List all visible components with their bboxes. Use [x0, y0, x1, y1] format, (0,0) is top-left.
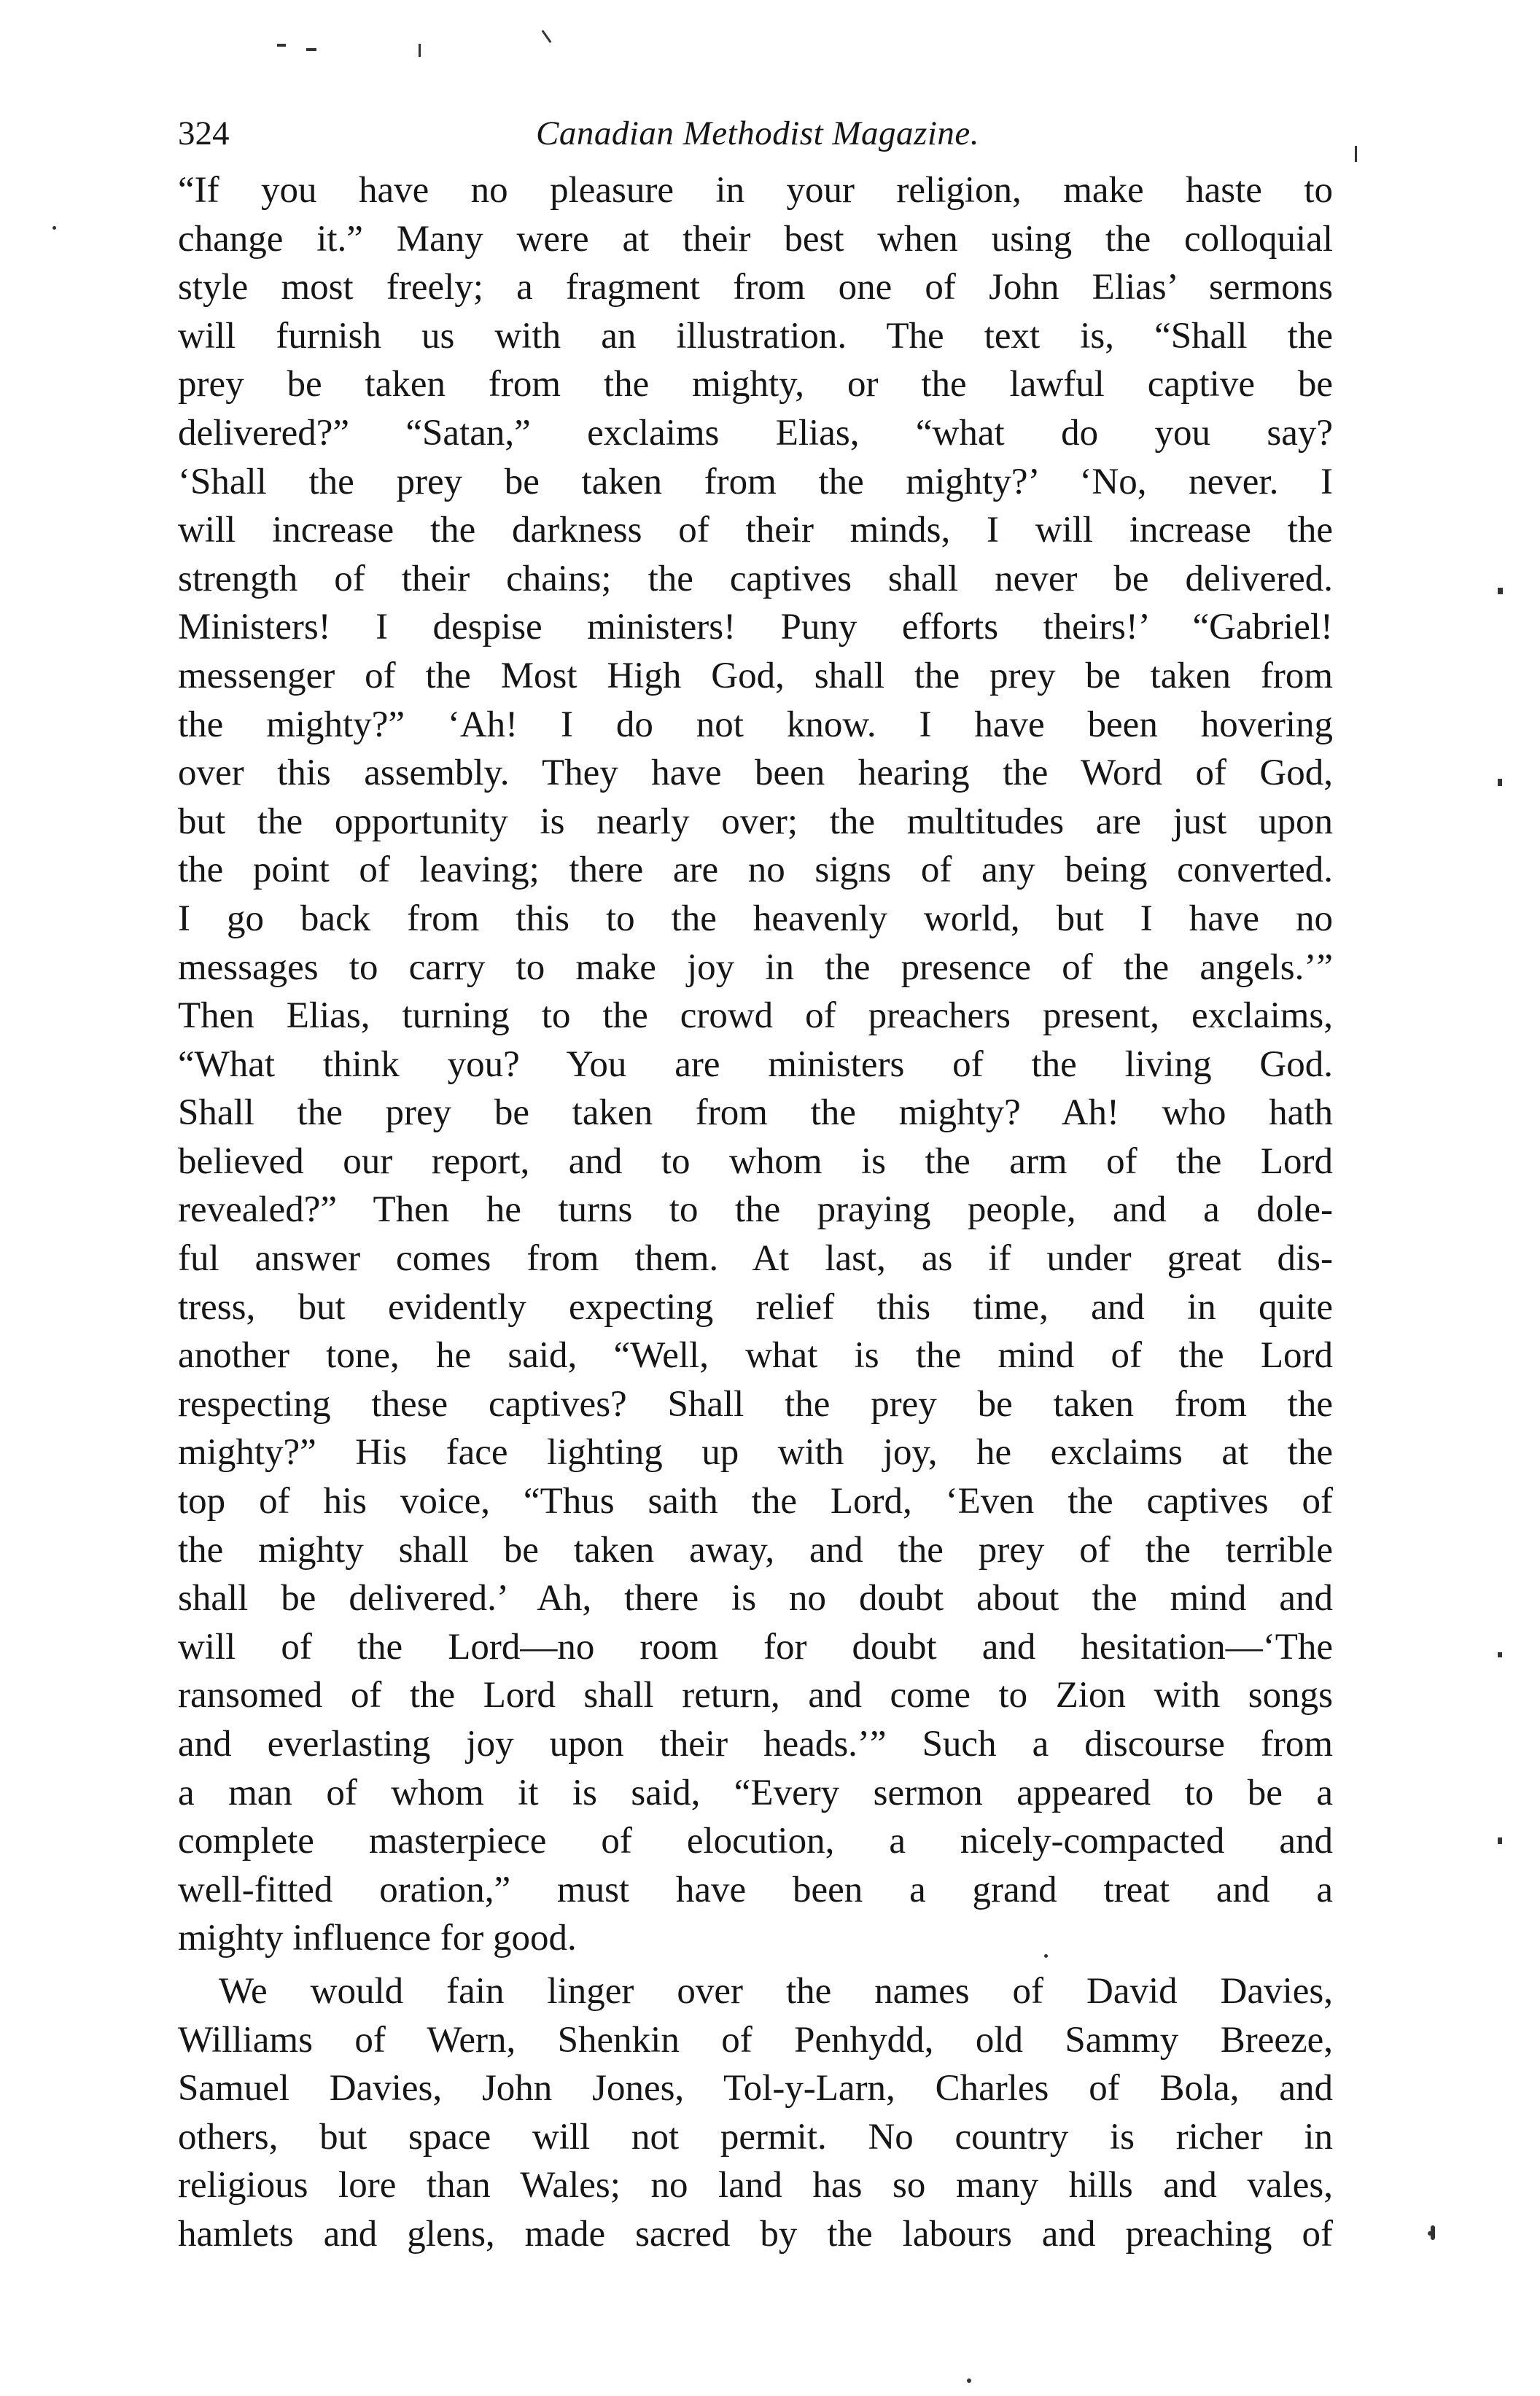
- text-line: will increase the darkness of their minds, I will increase the: [178, 510, 1333, 551]
- scan-speck: [1431, 2225, 1435, 2240]
- text-line: the mighty?” ‘Ah! I do not know. I have been hovering: [178, 704, 1333, 745]
- text-line: I go back from this to the heavenly world, but I have no: [178, 898, 1333, 939]
- text-line: prey be taken from the mighty, or the lawful captive be: [178, 364, 1333, 405]
- text-line: complete masterpiece of elocution, a nicely-compacted and: [178, 1821, 1333, 1862]
- scan-speck: [277, 44, 286, 47]
- text-line: shall be delivered.’ Ah, there is no doubt about the mind and: [178, 1578, 1333, 1619]
- text-line: tress, but evidently expecting relief this time, and in quite: [178, 1286, 1333, 1328]
- text-line: others, but space will not permit. No country is richer in: [178, 2116, 1333, 2158]
- text-line: the mighty shall be taken away, and the prey of the terrible: [178, 1529, 1333, 1571]
- text-line: messenger of the Most High God, shall the prey be taken from: [178, 655, 1333, 696]
- text-line: Williams of Wern, Shenkin of Penhydd, old Sammy Breeze,: [178, 2019, 1333, 2061]
- text-line: Then Elias, turning to the crowd of preachers present, exclaims,: [178, 995, 1333, 1037]
- paragraph-elias-sermon: [178, 166, 1333, 1963]
- text-line: will furnish us with an illustration. The text is, “Shall the: [178, 315, 1333, 357]
- scan-speck: [1498, 588, 1503, 594]
- text-line: respecting these captives? Shall the prey be taken from the: [178, 1383, 1333, 1425]
- text-line: mighty influence for good.: [178, 1918, 577, 1959]
- scan-speck: [1498, 1652, 1502, 1657]
- scan-speck: [1044, 1954, 1048, 1958]
- text-line: Samuel Davies, John Jones, Tol-y-Larn, Charles of Bola, and: [178, 2068, 1333, 2109]
- text-line: but the opportunity is nearly over; the multitudes are just upon: [178, 801, 1333, 842]
- text-line: mighty?” His face lighting up with joy, he exclaims at the: [178, 1432, 1333, 1474]
- text-line: We would fain linger over the names of David Davies,: [219, 1970, 1333, 2012]
- text-line: delivered?” “Satan,” exclaims Elias, “what do you say?: [178, 412, 1333, 454]
- scan-speck: [1498, 1837, 1502, 1844]
- paragraph-welsh-preachers: [178, 1967, 1333, 2259]
- text-line: “What think you? You are ministers of the living God.: [178, 1043, 1333, 1085]
- text-line: believed our report, and to whom is the arm of the Lord: [178, 1140, 1333, 1182]
- scan-speck: [306, 48, 316, 51]
- scan-speck: [967, 2379, 971, 2383]
- scan-speck: [1355, 146, 1357, 162]
- body-text: [178, 166, 1333, 2259]
- text-line: religious lore than Wales; no land has so many hills and vales,: [178, 2165, 1333, 2206]
- text-line: a man of whom it is said, “Every sermon appeared to be a: [178, 1772, 1333, 1813]
- text-line: Shall the prey be taken from the mighty? Ah! who hath: [178, 1092, 1333, 1134]
- text-line: over this assembly. They have been hearing the Word of God,: [178, 752, 1333, 794]
- running-title: Canadian Methodist Magazine.: [536, 114, 979, 152]
- page-header: [178, 108, 1337, 159]
- text-line: revealed?” Then he turns to the praying people, and a dole-: [178, 1189, 1333, 1231]
- page-number: 324: [178, 114, 230, 152]
- text-line: strength of their chains; the captives shall never be delivered.: [178, 558, 1333, 599]
- text-line: the point of leaving; there are no signs of any being converted.: [178, 849, 1333, 891]
- scan-speck: [419, 44, 421, 57]
- text-line: “If you have no pleasure in your religion, make haste to: [178, 170, 1333, 211]
- text-line: change it.” Many were at their best when using the colloquial: [178, 218, 1333, 260]
- text-line: will of the Lord—no room for doubt and hesitation—‘The: [178, 1626, 1333, 1668]
- text-line: well-fitted oration,” must have been a grand treat and a: [178, 1869, 1333, 1910]
- scan-speck: [1498, 779, 1502, 786]
- text-line: top of his voice, “Thus saith the Lord, ‘Even the captives of: [178, 1481, 1333, 1522]
- text-line: ‘Shall the prey be taken from the mighty?’ ‘No, never. I: [178, 461, 1333, 502]
- text-line: style most freely; a fragment from one of John Elias’ sermons: [178, 267, 1333, 308]
- text-line: Ministers! I despise ministers! Puny efforts theirs!’ “Gabriel!: [178, 607, 1333, 648]
- text-line: another tone, he said, “Well, what is the mind of the Lord: [178, 1335, 1333, 1377]
- text-line: hamlets and glens, made sacred by the labours and preaching of: [178, 2213, 1333, 2255]
- text-line: ransomed of the Lord shall return, and come to Zion with songs: [178, 1675, 1333, 1716]
- scan-speck: [542, 30, 552, 43]
- text-line: messages to carry to make joy in the presence of the angels.’”: [178, 946, 1333, 988]
- text-line: ful answer comes from them. At last, as if under great dis-: [178, 1238, 1333, 1280]
- scan-speck: [52, 226, 56, 230]
- text-line: and everlasting joy upon their heads.’” Such a discourse from: [178, 1724, 1333, 1765]
